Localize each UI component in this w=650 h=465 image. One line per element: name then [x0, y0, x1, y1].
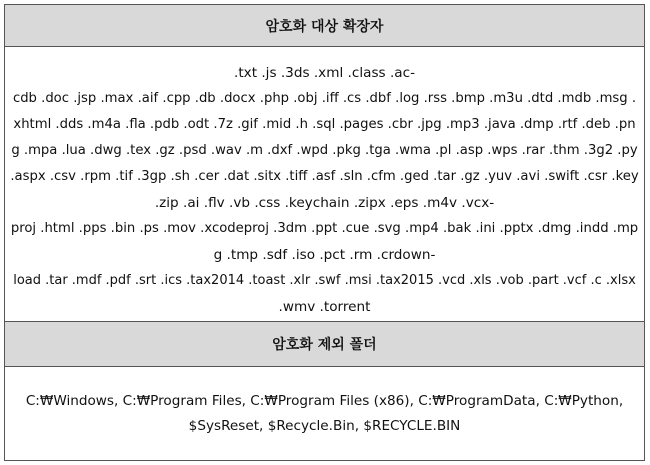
extensions-line: cdb .doc .jsp .max .aif .cpp .db .docx .php .obj .iff .cs .dbf .log .rss .bmp .m3u .dtd .mdb .msg . — [12, 91, 637, 106]
extensions-line: xhtml .dds .m4a .fla .pdb .odt .7z .gif .mid .h .sql .pages .cbr .jpg .mp3 .java .dmp .rtf .deb .pn — [13, 117, 636, 132]
excluded-folders-header-title: 암호화 제외 폴더 — [272, 337, 377, 353]
extensions-line: .zip .ai .flv .vb .css .keychain .zipx .eps .m4v .vcx- — [154, 195, 495, 211]
extensions-header-cell — [5, 5, 644, 47]
extensions-header-title: 암호화 대상 확장자 — [265, 18, 384, 35]
excluded-folders-line: $SysReset, $Recycle.Bin, $RECYCLE.BIN — [188, 417, 461, 434]
excluded-folders-content-cell — [5, 367, 644, 460]
extensions-line: .aspx .csv .rpm .tif .3gp .sh .cer .dat .sitx .tiff .asf .sln .cfm .ged .tar .gz .yuv .avi .swift .csr .key — [10, 169, 639, 184]
excluded-folders-text — [15, 389, 635, 439]
extensions-line: .txt .js .3ds .xml .class .ac- — [234, 65, 415, 81]
extensions-line: .wmv .torrent — [278, 299, 371, 315]
extensions-line: proj .html .pps .bin .ps .mov .xcodeproj .3dm .ppt .cue .svg .mp4 .bak .ini .pptx .dmg .indd .mp — [10, 221, 639, 236]
extensions-line: g .tmp .sdf .iso .pct .rm .crdown- — [213, 247, 436, 263]
extensions-content-cell — [5, 47, 644, 322]
extensions-line: g .mpa .lua .dwg .tex .gz .psd .wav .m .dxf .wpd .pkg .tga .wma .pl .asp .wps .rar .thm .3g2 .py — [11, 143, 638, 158]
extensions-line: load .tar .mdf .pdf .srt .ics .tax2014 .toast .xlr .swf .msi .tax2015 .vcd .xls .vob .part .vcf .c .xlsx — [13, 273, 636, 288]
excluded-folders-line: C:₩Windows, C:₩Program Files, C:₩Program Files (x86), C:₩ProgramData, C:₩Python, — [25, 392, 624, 409]
encryption-info-table — [4, 4, 645, 461]
excluded-folders-header-cell — [5, 322, 644, 367]
